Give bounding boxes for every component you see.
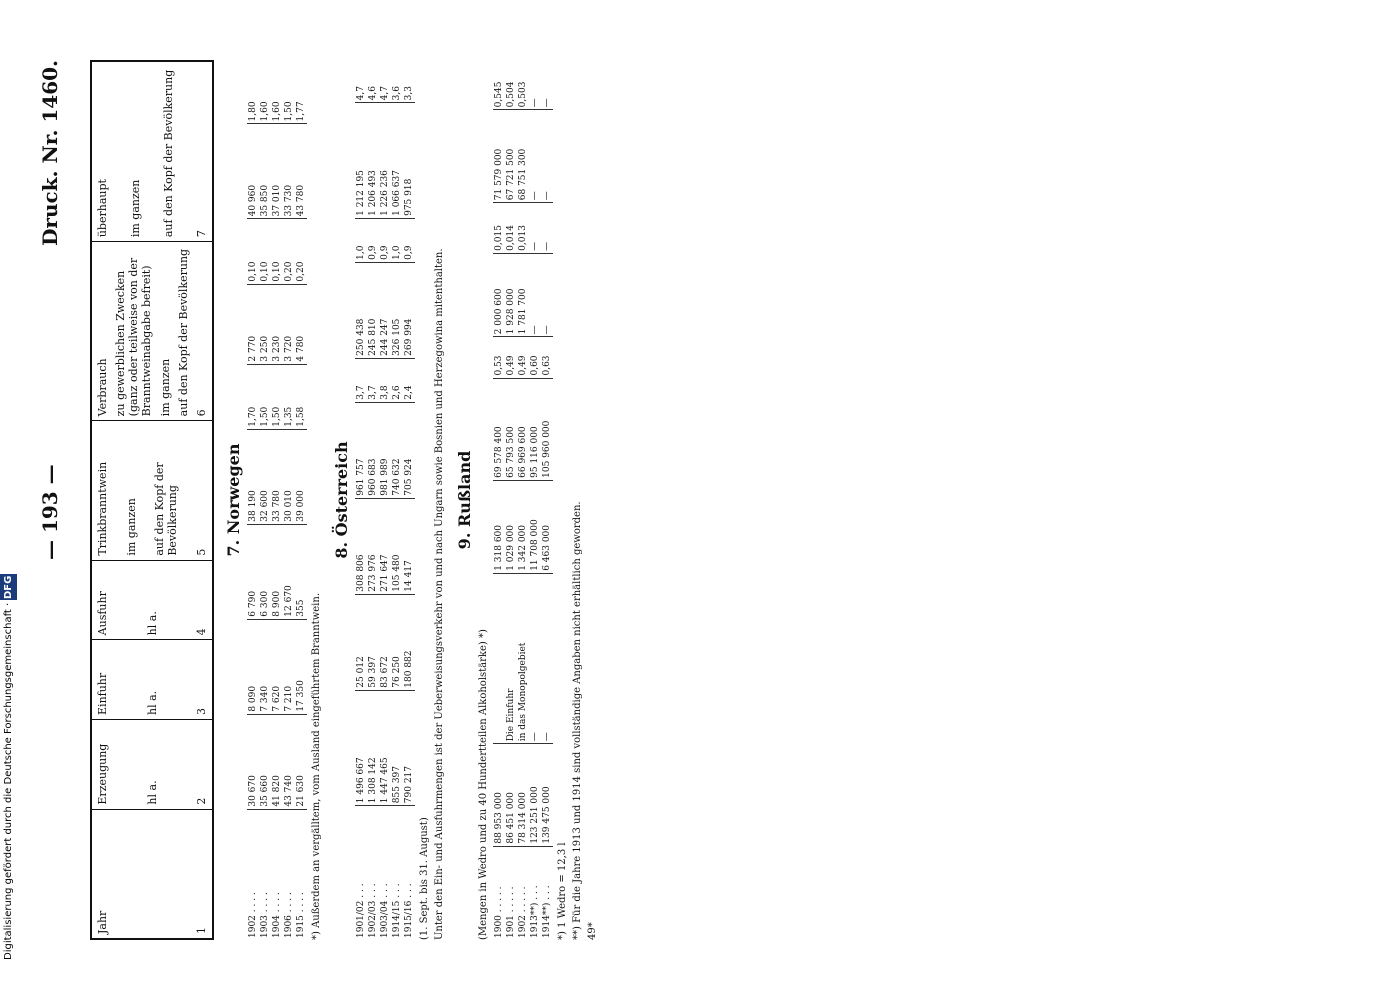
russia-cell: 0,013: [517, 203, 529, 254]
russia-cell: 0,49: [505, 337, 517, 378]
norway-cell: 21 630: [295, 714, 307, 809]
norway-cell: 0,20: [295, 219, 307, 284]
russia-cell: 68 751 300: [517, 110, 529, 203]
russia-cell: —: [541, 110, 553, 203]
austria-cell: 1901/02 . . .: [355, 806, 367, 940]
col-import-label: Einfuhr: [96, 672, 109, 715]
austria-cell: 961 757: [355, 402, 367, 498]
russia-cell: 123 251 000: [529, 744, 541, 846]
austria-cell: 0,9: [367, 218, 379, 262]
russia-cell: 0,015: [493, 203, 505, 254]
russia-cell: 67 721 500: [505, 110, 517, 203]
russia-row: [517, 60, 529, 940]
col-overall: [92, 62, 212, 241]
austria-row: [367, 60, 379, 940]
russia-cell: 65 793 500: [505, 378, 517, 480]
section-title-russia: 9. Rußland: [455, 450, 474, 550]
russia-cell: 69 578 400: [493, 378, 505, 480]
col-production-number: 2: [195, 797, 208, 805]
austria-cell: 960 683: [367, 402, 379, 498]
russia-cell: 66 969 600: [517, 378, 529, 480]
russia-cell: [493, 573, 505, 744]
austria-row: [355, 60, 367, 940]
russia-cell: —: [529, 573, 541, 744]
russia-row: [541, 60, 553, 940]
austria-cell: 1 226 236: [379, 103, 391, 219]
austria-cell: 1 212 195: [355, 103, 367, 219]
norway-cell: 1,50: [259, 364, 271, 429]
russia-cell: 1901 . . . . .: [505, 846, 517, 940]
footnote-austria: Unter den Ein- und Ausfuhrmengen ist der Ueberweisungsverkehr von und nach Ungarn sowie Bosnien und Herzegowina mitenthalten.: [434, 248, 445, 940]
norway-cell: 30 670: [247, 714, 259, 809]
norway-cell: 1902 . . . .: [247, 809, 259, 940]
norway-cell: 2 770: [247, 284, 259, 364]
austria-cell: 4,7: [380, 86, 390, 101]
austria-cell: 975 918: [403, 103, 415, 219]
austria-cell: 705 924: [403, 402, 415, 498]
russia-cell: —: [541, 253, 553, 337]
credit-text: Digitalisierung gefördert durch die Deutsche Forschungsgemeinschaft ·: [3, 602, 14, 960]
dfg-logo: DFG: [0, 574, 17, 599]
austria-cell: 1914/15 . . .: [391, 806, 403, 940]
col-export: [92, 560, 212, 640]
norway-cell: 6 300: [259, 524, 271, 619]
norway-cell: 32 600: [259, 429, 271, 524]
austria-cell: 1 066 637: [391, 103, 403, 219]
austria-cell: 244 247: [379, 262, 391, 358]
russia-cell: —: [530, 98, 540, 108]
col-production: [92, 719, 212, 809]
russia-cell: 1 342 000: [517, 480, 529, 573]
russia-cell: —: [541, 573, 553, 744]
note-austria: (1. Sept. bis 31. August): [419, 817, 430, 940]
col-production-unit: hl a.: [145, 780, 159, 805]
col-consumption-label: Verbrauch: [96, 358, 109, 417]
norway-cell: 355: [295, 524, 307, 619]
norway-cell: 1,50: [284, 101, 294, 122]
col-industrial-per-capita: auf den Kopf der Bevölkerung: [176, 248, 190, 417]
table-russia: [493, 60, 553, 940]
austria-cell: 269 994: [403, 262, 415, 358]
russia-cell: 2 000 600: [493, 253, 505, 337]
austria-cell: 271 647: [379, 498, 391, 594]
col-year-number: 1: [195, 927, 208, 934]
austria-cell: 3,7: [355, 358, 367, 402]
russia-cell: 0,503: [518, 81, 528, 108]
russia-cell: 6 463 000: [541, 480, 553, 573]
russia-cell: —: [529, 110, 541, 203]
norway-cell: 33 730: [283, 124, 295, 219]
norway-cell: 8 090: [247, 619, 259, 714]
norway-cell: 0,20: [283, 219, 295, 284]
norway-cell: 3 720: [283, 284, 295, 364]
norway-row: [283, 60, 295, 940]
russia-cell: —: [529, 203, 541, 254]
austria-cell: 2,6: [391, 358, 403, 402]
norway-cell: 39 000: [295, 429, 307, 524]
norway-cell: 41 820: [271, 714, 283, 809]
col-export-unit: hl a.: [145, 611, 159, 636]
norway-cell: 1,60: [260, 101, 270, 122]
norway-row: [271, 60, 283, 940]
russia-cell: —: [541, 203, 553, 254]
russia-cell: —: [529, 253, 541, 337]
col-export-label: Ausfuhr: [96, 591, 109, 636]
russia-cell: 0,53: [493, 337, 505, 378]
austria-cell: 3,6: [392, 86, 402, 101]
norway-cell: 35 660: [259, 714, 271, 809]
norway-cell: 35 850: [259, 124, 271, 219]
col-overall-total: im ganzen: [129, 179, 142, 238]
norway-cell: 30 010: [283, 429, 295, 524]
russia-cell: 95 116 000: [529, 378, 541, 480]
col-overall-per-capita: auf den Kopf der Bevölkerung: [162, 69, 175, 238]
austria-cell: 1,0: [355, 218, 367, 262]
norway-row: [247, 60, 259, 940]
document-reference: Druck. Nr. 1460.: [38, 60, 62, 246]
footnote-russia-2: **) Für die Jahre 1913 und 1914 sind vollständige Angaben nicht erhältlich geworden.: [572, 501, 583, 940]
col-import-unit: hl a.: [145, 690, 159, 715]
austria-row: [379, 60, 391, 940]
scanned-page: [30, 20, 1370, 980]
norway-cell: 7 340: [259, 619, 271, 714]
russia-row: [529, 60, 541, 940]
russia-cell: 0,545: [494, 81, 504, 108]
austria-cell: 1 447 465: [379, 690, 391, 806]
table-norway: [247, 60, 307, 940]
russia-row: [505, 60, 517, 940]
russia-cell: 86 451 000: [505, 744, 517, 846]
russia-cell: 139 475 000: [541, 744, 553, 846]
russia-cell: 78 314 000: [517, 744, 529, 846]
norway-cell: 0,10: [247, 219, 259, 284]
col-production-label: Erzeugung: [96, 743, 109, 805]
norway-cell: 7 210: [283, 619, 295, 714]
austria-cell: 14 417: [403, 498, 415, 594]
section-title-austria: 8. Österreich: [332, 441, 351, 559]
col-drinking-spirits: [92, 420, 212, 559]
russia-cell: 11 708 000: [529, 480, 541, 573]
norway-cell: 1,58: [295, 364, 307, 429]
norway-cell: 1,50: [271, 364, 283, 429]
col-overall-number: 7: [195, 230, 208, 238]
norway-cell: 33 780: [271, 429, 283, 524]
norway-cell: 1903 . . . .: [259, 809, 271, 940]
norway-cell: 1,60: [272, 101, 282, 122]
col-year: [92, 809, 212, 938]
austria-cell: 3,8: [379, 358, 391, 402]
austria-cell: 326 105: [391, 262, 403, 358]
norway-cell: 1915 . . . .: [295, 809, 307, 940]
norway-cell: 1904 . . . .: [271, 809, 283, 940]
norway-cell: 1906 . . . .: [283, 809, 295, 940]
austria-cell: 3,7: [367, 358, 379, 402]
page-header: [38, 60, 78, 940]
norway-cell: 8 900: [271, 524, 283, 619]
document-page: [30, 20, 1370, 980]
austria-cell: 245 810: [367, 262, 379, 358]
col-drinking-total: im ganzen: [124, 498, 138, 556]
norway-row: [259, 60, 271, 940]
austria-cell: 740 632: [391, 402, 403, 498]
austria-cell: 83 672: [379, 594, 391, 690]
austria-cell: 105 480: [391, 498, 403, 594]
russia-cell: 71 579 000: [493, 110, 505, 203]
russia-cell: —: [542, 98, 552, 108]
table-austria: [355, 60, 415, 940]
norway-cell: 37 010: [271, 124, 283, 219]
austria-cell: 0,9: [403, 218, 415, 262]
page-number: — 193 —: [38, 464, 62, 560]
norway-row: [295, 60, 307, 940]
norway-cell: 1,35: [283, 364, 295, 429]
austria-cell: 59 397: [367, 594, 379, 690]
russia-row: [493, 60, 505, 940]
col-import: [92, 639, 212, 719]
russia-cell: 88 953 000: [493, 744, 505, 846]
austria-cell: 1902/03 . . .: [367, 806, 379, 940]
norway-cell: 17 350: [295, 619, 307, 714]
col-import-number: 3: [195, 707, 208, 715]
russia-cell: 1 029 000: [505, 480, 517, 573]
austria-row: [391, 60, 403, 940]
russia-cell: 0,49: [517, 337, 529, 378]
section-title-norway: 7. Norwegen: [224, 443, 243, 557]
norway-cell: 40 960: [247, 124, 259, 219]
russia-cell: 1 781 700: [517, 253, 529, 337]
austria-cell: 25 012: [355, 594, 367, 690]
austria-cell: 1 308 142: [367, 690, 379, 806]
austria-cell: 981 989: [379, 402, 391, 498]
col-industrial-number: 6: [195, 409, 208, 417]
norway-cell: 1,70: [247, 364, 259, 429]
page-signature: 49*: [587, 922, 598, 940]
col-year-label: Jahr: [96, 910, 109, 934]
col-drinking-number: 5: [194, 548, 208, 556]
norway-cell: 1,80: [248, 101, 258, 122]
russia-cell: 1914**) . . .: [541, 846, 553, 940]
austria-cell: 1,0: [391, 218, 403, 262]
subtitle-russia: (Mengen in Wedro und zu 40 Hundertteilen Alkoholstärke) *): [478, 629, 489, 940]
norway-cell: 1,77: [296, 101, 306, 122]
russia-cell: 0,014: [505, 203, 517, 254]
russia-cell: Die Einfuhr: [505, 573, 517, 744]
austria-cell: 0,9: [379, 218, 391, 262]
footnote-norway: *) Außerdem an vergälltem, vom Ausland eingeführtem Branntwein.: [311, 593, 322, 940]
austria-cell: 3,3: [404, 86, 414, 101]
norway-cell: 3 250: [259, 284, 271, 364]
col-drinking-label: Trinkbranntwein: [96, 461, 109, 556]
norway-cell: 4 780: [295, 284, 307, 364]
norway-cell: 0,10: [271, 219, 283, 284]
austria-cell: 1915/16 . . .: [403, 806, 415, 940]
norway-cell: 12 670: [283, 524, 295, 619]
austria-cell: 4,7: [356, 86, 366, 101]
col-overall-label: überhaupt: [96, 179, 109, 238]
austria-cell: 855 397: [391, 690, 403, 806]
russia-cell: 0,63: [541, 337, 553, 378]
column-header-row: [90, 60, 214, 940]
col-industrial-label: zu gewerblichen Zwecken (ganz oder teilweise von der Branntweinabgabe befreit): [114, 257, 154, 417]
norway-cell: 43 740: [283, 714, 295, 809]
austria-cell: 1 496 667: [355, 690, 367, 806]
norway-cell: 0,10: [259, 219, 271, 284]
col-export-number: 4: [195, 628, 208, 636]
rotated-page: [30, 20, 1370, 980]
norway-cell: 6 790: [247, 524, 259, 619]
col-drinking-per-capita: auf den Kopf der Bevölkerung: [153, 462, 180, 556]
footnote-russia-1: *) 1 Wedro = 12,3 l: [557, 842, 568, 940]
austria-cell: 76 250: [391, 594, 403, 690]
austria-cell: 1 206 493: [367, 103, 379, 219]
russia-cell: in das Monopolgebiet: [517, 573, 529, 744]
russia-cell: 105 960 000: [541, 378, 553, 480]
austria-cell: 308 806: [355, 498, 367, 594]
col-industrial-total: im ganzen: [158, 358, 172, 417]
russia-cell: 1900 . . . . .: [493, 846, 505, 940]
austria-row: [403, 60, 415, 940]
russia-cell: 0,60: [529, 337, 541, 378]
russia-cell: 1 318 600: [493, 480, 505, 573]
russia-cell: 1902 . . . . .: [517, 846, 529, 940]
norway-cell: 43 780: [295, 124, 307, 219]
statistics-table: [90, 60, 1310, 940]
russia-cell: 0,504: [506, 81, 516, 108]
norway-cell: 3 230: [271, 284, 283, 364]
austria-cell: 250 438: [355, 262, 367, 358]
russia-cell: 1 928 000: [505, 253, 517, 337]
digitization-credit: [0, 0, 20, 960]
austria-cell: 790 217: [403, 690, 415, 806]
austria-cell: 2,4: [403, 358, 415, 402]
austria-cell: 273 976: [367, 498, 379, 594]
norway-cell: 7 620: [271, 619, 283, 714]
col-industrial: [92, 241, 212, 420]
austria-cell: 180 882: [403, 594, 415, 690]
russia-cell: 1913**) . . .: [529, 846, 541, 940]
austria-cell: 1903/04 . . .: [379, 806, 391, 940]
austria-cell: 4,6: [368, 86, 378, 101]
norway-cell: 38 190: [247, 429, 259, 524]
